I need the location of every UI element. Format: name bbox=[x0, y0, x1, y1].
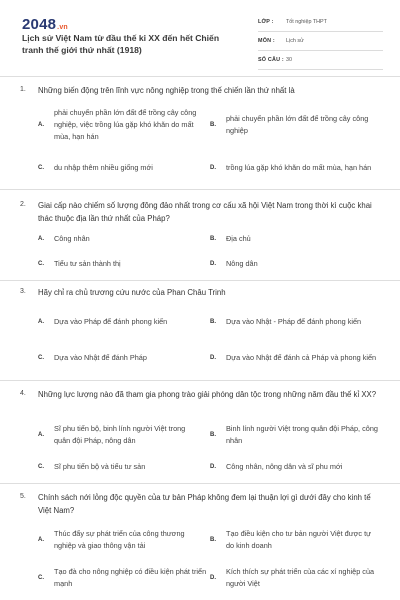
option-letter: A. bbox=[38, 236, 44, 242]
divider bbox=[0, 76, 400, 77]
quiz-meta bbox=[258, 13, 383, 70]
option-letter: D. bbox=[210, 464, 216, 470]
option-b[interactable] bbox=[210, 421, 380, 449]
option-d[interactable] bbox=[210, 459, 380, 475]
option-text: trồng lúa gặp khó khăn do mất mùa, hạn hán bbox=[226, 163, 372, 172]
divider bbox=[0, 280, 400, 281]
quiz-header bbox=[0, 0, 400, 70]
option-b[interactable] bbox=[210, 102, 380, 148]
option-letter: C. bbox=[38, 575, 44, 581]
divider bbox=[0, 380, 400, 381]
option-a[interactable] bbox=[38, 421, 198, 449]
option-text: Dựa vào Nhật để đánh cả Pháp và phong kiến bbox=[226, 353, 377, 362]
option-letter: C. bbox=[38, 165, 44, 171]
option-text: Sĩ phu tiến bộ và tiểu tư sản bbox=[54, 462, 146, 471]
option-letter: B. bbox=[210, 236, 216, 242]
meta-key: SỐ CÂU : bbox=[258, 57, 284, 63]
option-text: Dựa vào Nhật để đánh Pháp bbox=[54, 353, 147, 362]
meta-key: LỚP : bbox=[258, 19, 274, 25]
option-d[interactable] bbox=[210, 344, 380, 372]
option-a[interactable] bbox=[38, 308, 198, 336]
question-number: 3. bbox=[20, 288, 26, 295]
option-letter: A. bbox=[38, 319, 44, 325]
option-text: Dựa vào Nhật - Pháp để đánh phong kiến bbox=[226, 317, 362, 326]
meta-subject-row bbox=[258, 32, 383, 51]
option-c[interactable] bbox=[38, 256, 198, 272]
option-letter: A. bbox=[38, 122, 44, 128]
option-letter: C. bbox=[38, 355, 44, 361]
option-letter: D. bbox=[210, 165, 216, 171]
logo-main: 2048 bbox=[22, 16, 57, 33]
option-letter: D. bbox=[210, 261, 216, 267]
option-letter: C. bbox=[38, 464, 44, 470]
site-logo[interactable] bbox=[22, 16, 68, 33]
option-text: Công nhân bbox=[54, 234, 90, 243]
option-a[interactable] bbox=[38, 102, 198, 148]
option-letter: A. bbox=[38, 537, 44, 543]
meta-value: Lịch sử bbox=[286, 38, 304, 44]
option-text: Tạo điều kiện cho tư bản người Việt được tự do kinh doanh bbox=[226, 529, 371, 550]
question-text: Hãy chỉ ra chủ trương cứu nước của Phan Châu Trinh bbox=[38, 288, 226, 297]
option-text: Sĩ phu tiến bộ, binh lính người Việt trong quân đội Pháp, nông dân bbox=[54, 424, 186, 445]
option-b[interactable] bbox=[210, 308, 380, 336]
option-d[interactable] bbox=[210, 256, 380, 272]
option-text: Tạo đà cho nông nghiệp có điều kiện phát triển mạnh bbox=[54, 567, 207, 588]
option-c[interactable] bbox=[38, 344, 198, 372]
option-b[interactable] bbox=[210, 526, 380, 554]
question-number: 4. bbox=[20, 390, 26, 397]
meta-grade-row bbox=[258, 13, 383, 32]
option-text: Thúc đẩy sự phát triển của công thương nghiệp và giao thông vận tải bbox=[54, 529, 185, 550]
option-text: Tiểu tư sản thành thị bbox=[54, 259, 121, 268]
option-text: Địa chủ bbox=[226, 234, 251, 243]
question-text: Những biến động trên lĩnh vực nông nghiệp trong thế chiến lần thứ nhất là bbox=[38, 86, 295, 95]
divider bbox=[0, 483, 400, 484]
meta-key: MÔN : bbox=[258, 38, 275, 44]
quiz-title: Lịch sử Việt Nam từ đầu thế kỉ XX đến hết Chiến tranh thế giới thứ nhất (1918) bbox=[22, 33, 220, 55]
divider bbox=[0, 189, 400, 190]
option-letter: D. bbox=[210, 575, 216, 581]
meta-value: Tốt nghiệp THPT bbox=[286, 19, 327, 25]
option-text: phải chuyển phần lớn đất để trồng cây công nghiệp bbox=[226, 114, 369, 135]
option-letter: D. bbox=[210, 355, 216, 361]
option-d[interactable] bbox=[210, 564, 380, 592]
option-c[interactable] bbox=[38, 154, 198, 182]
option-letter: B. bbox=[210, 432, 216, 438]
option-b[interactable] bbox=[210, 231, 380, 247]
option-text: Dựa vào Pháp để đánh phong kiến bbox=[54, 317, 168, 326]
question-text: Chính sách nới lỏng độc quyền của tư bản Pháp không đem lại thuận lợi gì dưới đây cho kinh tế Việt Nam? bbox=[38, 493, 371, 515]
option-text: Nông dân bbox=[226, 259, 258, 268]
option-a[interactable] bbox=[38, 231, 198, 247]
option-text: Kích thích sự phát triển của các xí nghiệp của người Việt bbox=[226, 567, 375, 588]
option-d[interactable] bbox=[210, 154, 380, 182]
option-text: Công nhân, nông dân và sĩ phu mới bbox=[226, 462, 343, 471]
option-letter: B. bbox=[210, 122, 216, 128]
option-letter: A. bbox=[38, 432, 44, 438]
question-number: 5. bbox=[20, 493, 26, 500]
question-number: 2. bbox=[20, 201, 26, 208]
option-letter: B. bbox=[210, 537, 216, 543]
meta-count-row bbox=[258, 51, 383, 70]
question-text: Giai cấp nào chiếm số lượng đông đảo nhất trong cơ cấu xã hội Việt Nam trong thời kì cuộc khai thác thuộc địa lần thứ nhất của Pháp? bbox=[38, 201, 372, 223]
option-text: Binh lính người Việt trong quân đội Pháp, công nhân bbox=[226, 424, 378, 445]
option-text: du nhập thêm nhiều giống mới bbox=[54, 163, 153, 172]
meta-value: 30 bbox=[286, 57, 292, 63]
option-a[interactable] bbox=[38, 526, 208, 554]
option-letter: C. bbox=[38, 261, 44, 267]
option-letter: B. bbox=[210, 319, 216, 325]
option-c[interactable] bbox=[38, 459, 198, 475]
question-text: Những lực lượng nào đã tham gia phong trào giải phóng dân tộc trong những năm đầu thế kỉ XX? bbox=[38, 390, 377, 399]
question-number: 1. bbox=[20, 86, 26, 93]
option-text: phải chuyển phần lớn đất để trồng cây công nghiệp, việc trồng lúa gặp khó khăn do mất mùa, hạn hán bbox=[54, 108, 197, 141]
logo-suffix: .vn bbox=[57, 24, 68, 31]
option-c[interactable] bbox=[38, 564, 208, 592]
